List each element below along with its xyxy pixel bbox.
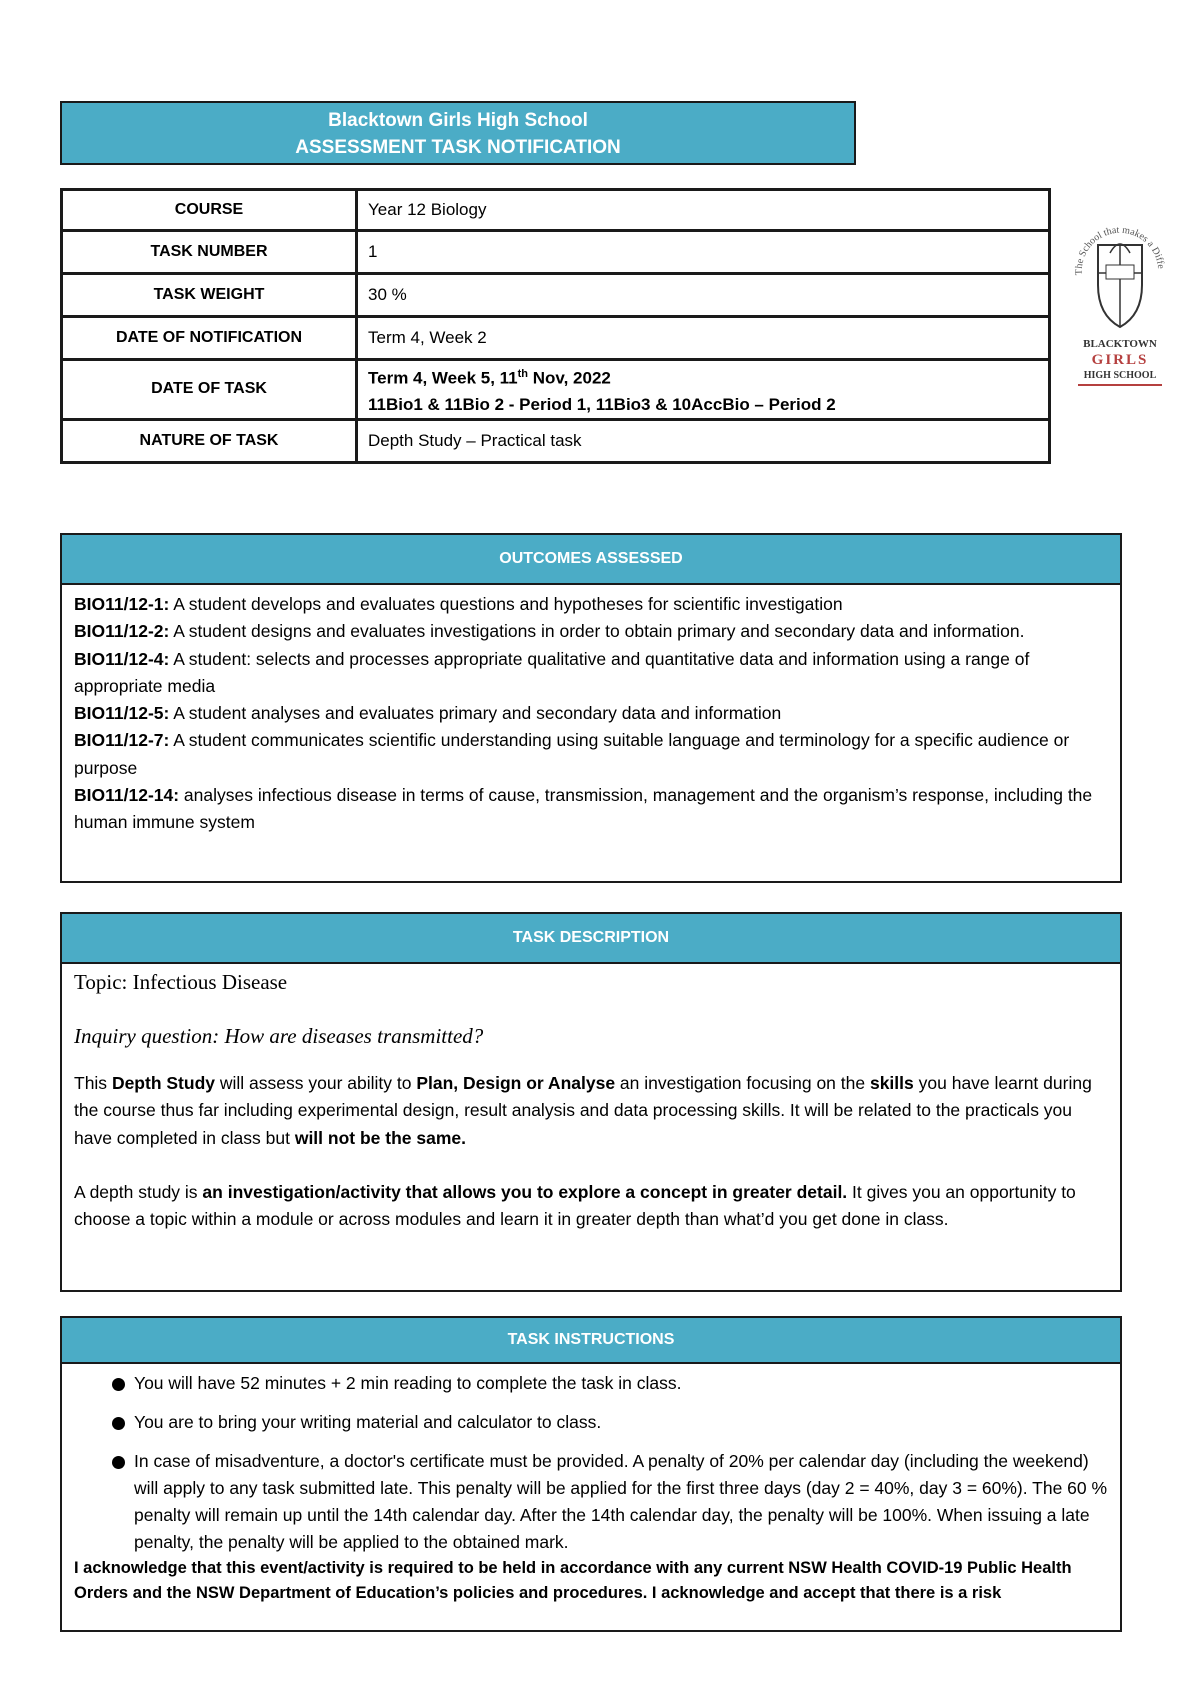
table-row — [62, 190, 1050, 231]
outcome-text: A student designs and evaluates investigations in order to obtain primary and secondary data and information. — [169, 621, 1025, 642]
outcomes-heading: OUTCOMES ASSESSED — [62, 535, 1120, 585]
text-run: will assess your ability to — [215, 1073, 417, 1093]
table-row — [62, 317, 1050, 360]
date-of-task-ordinal: th — [517, 368, 529, 380]
outcome-code: BIO11/12-7: — [74, 730, 170, 751]
text-run: It gives you an opportunity to choose a topic within a module or across modules and learn it in greater depth than what’d you get done in class. — [74, 1181, 1076, 1230]
outcome-text: analyses infectious disease in terms of cause, transmission, management and the organism’s response, including the human immune system — [74, 785, 1093, 833]
instructions-list — [62, 1370, 1110, 1556]
outcome-code: BIO11/12-2: — [74, 621, 170, 642]
outcome-text: A student develops and evaluates questions and hypotheses for scientific investigation — [169, 594, 843, 614]
nature-of-task-label: NATURE OF TASK — [62, 419, 357, 462]
logo-line1: BLACKTOWN — [1083, 338, 1157, 350]
outcomes-panel — [60, 533, 1122, 883]
text-run-bold: will not be the same. — [294, 1127, 466, 1148]
table-row — [62, 419, 1050, 462]
school-logo — [1068, 205, 1168, 405]
text-run: an investigation focusing on the — [615, 1073, 870, 1093]
task-description-panel — [60, 912, 1122, 1292]
task-description-body — [62, 964, 1120, 1243]
covid-acknowledgement: I acknowledge that this event/activity is required to be held in accordance with any current NSW Health COVID-19 Public Health Orders and the NSW Department of Education’s policies and procedures. I acknowledge and accept that there is a risk — [74, 1559, 1072, 1602]
text-run-bold: an investigation/activity that allows you to explore a concept in greater detail. — [202, 1181, 848, 1202]
text-run: you have learnt during the course thus far including experimental design, result analysis and data processing skills. It will be related to the practicals you have completed in class but — [74, 1073, 1092, 1148]
list-item: In case of misadventure, a doctor's certificate must be provided. A penalty of 20% per calendar day (including the weekend) will apply to any task submitted late. This penalty will be applied for the first three days (day 2 = 40%, day 3 = 60%). The 60 % penalty will remain up until the 14th calendar day. After the 14th calendar day, the penalty will be 100%. When issuing a late penalty, the penalty will be applied to the obtained mark. — [62, 1448, 1110, 1556]
logo-line2: GIRLS — [1091, 352, 1149, 368]
date-of-task-value — [357, 360, 1050, 420]
description-paragraph-2 — [74, 1179, 1110, 1234]
text-run: A depth study is — [74, 1181, 203, 1202]
task-instructions-body — [62, 1364, 1120, 1606]
text-run: This — [74, 1073, 112, 1093]
outcome-item — [74, 591, 1110, 618]
task-number-label: TASK NUMBER — [62, 231, 357, 274]
task-instructions-panel — [60, 1316, 1122, 1632]
nature-of-task-value: Depth Study – Practical task — [357, 419, 1050, 462]
logo-line3: HIGH SCHOOL — [1083, 370, 1157, 381]
course-label: COURSE — [62, 190, 357, 231]
document-title-banner — [60, 101, 856, 165]
task-weight-label: TASK WEIGHT — [62, 274, 357, 317]
topic-line: Topic: Infectious Disease — [74, 970, 288, 994]
outcome-item — [74, 727, 1110, 782]
date-of-task-label: DATE OF TASK — [62, 360, 357, 420]
school-name: Blacktown Girls High School — [328, 110, 588, 131]
description-paragraph-1 — [74, 1070, 1110, 1152]
outcome-text: A student communicates scientific understanding using suitable language and terminology for a specific audience or purpose — [74, 730, 1070, 778]
date-of-notification-value: Term 4, Week 2 — [357, 317, 1050, 360]
outcomes-list — [62, 585, 1120, 847]
date-of-task-date: Term 4, Week 5, 11 — [368, 368, 518, 388]
course-value: Year 12 Biology — [357, 190, 1050, 231]
notice-title: ASSESSMENT TASK NOTIFICATION — [295, 137, 621, 158]
task-weight-value: 30 % — [357, 274, 1050, 317]
date-of-notification-label: DATE OF NOTIFICATION — [62, 317, 357, 360]
table-row — [62, 274, 1050, 317]
outcome-code: BIO11/12-14: — [74, 785, 180, 806]
task-info-table — [60, 188, 1051, 464]
text-run-bold: Depth Study — [111, 1073, 215, 1093]
task-number-value: 1 — [357, 231, 1050, 274]
outcome-code: BIO11/12-4: — [74, 648, 170, 669]
date-of-task-month-year: Nov, 2022 — [528, 368, 611, 388]
outcome-text: A student analyses and evaluates primary and secondary data and information — [169, 703, 782, 724]
logo-motto-text: The School that makes a Diffe — [1073, 224, 1167, 276]
outcome-code: BIO11/12-1: — [74, 594, 170, 614]
outcome-item — [74, 618, 1110, 645]
text-run-bold: Plan, Design or Analyse — [416, 1073, 616, 1093]
outcome-item — [74, 782, 1110, 837]
date-of-task-line1 — [368, 361, 1038, 392]
table-row — [62, 231, 1050, 274]
table-row — [62, 360, 1050, 420]
outcome-code: BIO11/12-5: — [74, 703, 170, 724]
date-of-task-line2: 11Bio1 & 11Bio 2 - Period 1, 11Bio3 & 10AccBio – Period 2 — [368, 394, 836, 414]
outcome-item — [74, 646, 1110, 701]
task-instructions-heading: TASK INSTRUCTIONS — [62, 1318, 1120, 1364]
school-crest-icon — [1068, 205, 1168, 405]
outcome-item — [74, 700, 1110, 727]
text-run-bold: skills — [869, 1073, 914, 1093]
inquiry-question: Inquiry question: How are diseases transmitted? — [74, 1024, 484, 1048]
outcome-text: A student: selects and processes appropriate qualitative and quantitative data and information using a range of appropriate media — [74, 648, 1030, 696]
list-item: You are to bring your writing material and calculator to class. — [62, 1409, 1110, 1436]
task-description-heading: TASK DESCRIPTION — [62, 914, 1120, 964]
list-item: You will have 52 minutes + 2 min reading to complete the task in class. — [62, 1370, 1110, 1397]
